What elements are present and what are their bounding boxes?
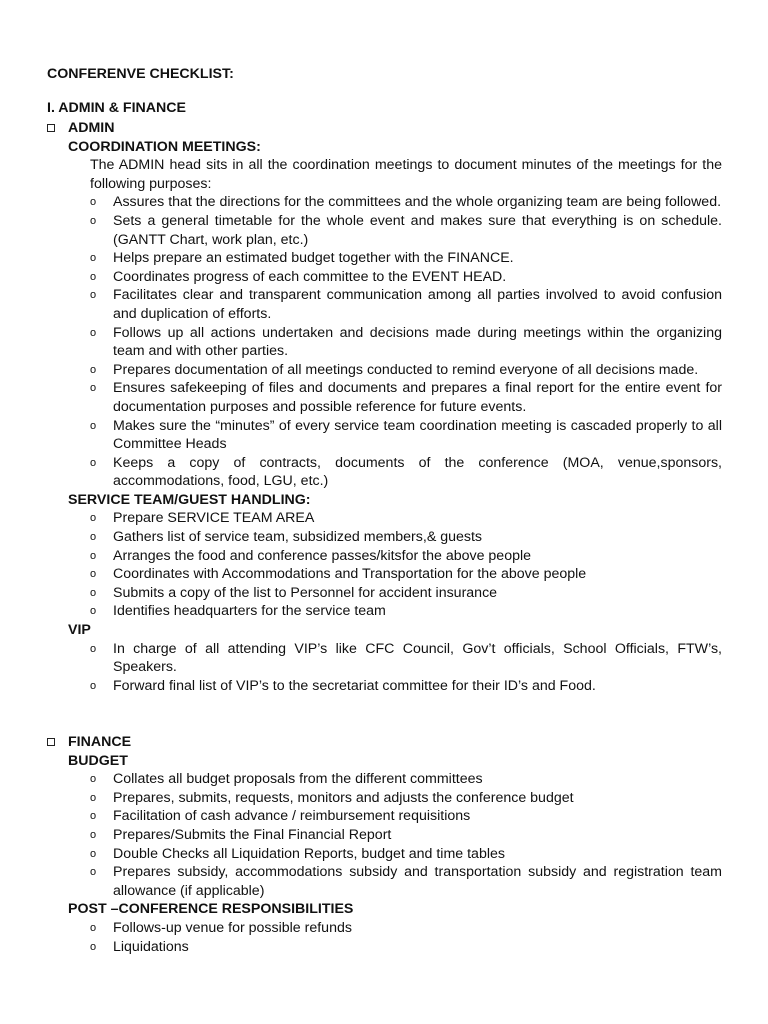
bullet-icon: o	[90, 326, 97, 339]
coordination-list	[47, 193, 722, 491]
bullet-icon: o	[90, 921, 97, 934]
list-item: o Facilitates clear and transparent communication among all parties involved to avoid confusion and duplication of efforts.	[90, 287, 722, 322]
list-item: o Assures that the directions for the committees and the whole organizing team are being followed.	[90, 194, 722, 211]
list-item: o Double Checks all Liquidation Reports, budget and time tables	[90, 845, 505, 862]
finance-section	[47, 733, 722, 956]
bullet-icon: o	[90, 828, 97, 841]
checkbox-square-icon	[47, 124, 55, 132]
bullet-icon: o	[90, 679, 97, 692]
post-conference-heading: POST –CONFERENCE RESPONSIBILITIES	[68, 901, 354, 918]
list-item: o Collates all budget proposals from the different committees	[90, 771, 483, 788]
bullet-icon: o	[90, 642, 97, 655]
bullet-icon: o	[90, 866, 97, 879]
bullet-icon: o	[90, 270, 97, 283]
bullet-icon: o	[90, 791, 97, 804]
list-item: o Facilitation of cash advance / reimbursement requisitions	[90, 808, 471, 825]
list-item: o Identifies headquarters for the service team	[90, 603, 386, 620]
vip-list	[47, 640, 722, 696]
budget-heading: BUDGET	[68, 752, 128, 769]
bullet-icon: o	[90, 214, 97, 227]
list-item: o Keeps a copy of contracts, documents of the conference (MOA, venue,sponsors, accommodations, food, LGU, etc.)	[90, 454, 722, 490]
finance-heading: FINANCE	[47, 733, 722, 752]
list-item: o Submits a copy of the list to Personnel for accident insurance	[90, 584, 498, 601]
coordination-intro: The ADMIN head sits in all the coordination meetings to document minutes of the meetings for the following purposes:	[90, 157, 722, 192]
bullet-icon: o	[90, 363, 97, 376]
bullet-icon: o	[90, 940, 97, 953]
section-title: I. ADMIN & FINANCE	[47, 100, 186, 116]
bullet-icon: o	[90, 512, 97, 525]
list-item: o Helps prepare an estimated budget together with the FINANCE.	[90, 250, 514, 267]
bullet-icon: o	[90, 847, 97, 860]
list-item: o Coordinates progress of each committee to the EVENT HEAD.	[90, 268, 507, 285]
bullet-icon: o	[90, 605, 97, 618]
list-item: o Prepares documentation of all meetings conducted to remind everyone of all decisions made.	[90, 361, 699, 378]
bullet-icon: o	[90, 252, 97, 265]
list-item: o Forward final list of VIP’s to the secretariat committee for their ID’s and Food.	[90, 677, 596, 694]
list-item: o Coordinates with Accommodations and Transportation for the above people	[90, 566, 587, 583]
bullet-icon: o	[90, 586, 97, 599]
list-item: o Prepares/Submits the Final Financial Report	[90, 826, 392, 843]
budget-list	[47, 770, 722, 900]
bullet-icon: o	[90, 531, 97, 544]
service-team-list	[47, 509, 722, 621]
list-item: o Ensures safekeeping of files and documents and prepares a final report for the entire event for documentation purposes and possible reference for future events.	[90, 380, 722, 415]
list-item: o Sets a general timetable for the whole event and makes sure that everything is on schedule. (GANTT Chart, work plan, etc.)	[90, 212, 722, 248]
bullet-icon: o	[90, 773, 97, 786]
admin-heading: ADMIN	[47, 119, 722, 138]
list-item: o Gathers list of service team, subsidized members,& guests	[90, 529, 483, 546]
bullet-icon: o	[90, 456, 97, 469]
list-item: o Follows up all actions undertaken and decisions made during meetings within the organizing team and with other parties.	[90, 324, 722, 360]
list-item: o Liquidations	[90, 938, 189, 955]
list-item: o Arranges the food and conference passes/kitsfor the above people	[90, 547, 532, 564]
document-title: CONFERENVE CHECKLIST:	[47, 66, 234, 82]
bullet-icon: o	[90, 196, 97, 209]
checkbox-square-icon	[47, 738, 55, 746]
bullet-icon: o	[90, 289, 97, 302]
list-item: o Follows-up venue for possible refunds	[90, 919, 352, 936]
list-item: o In charge of all attending VIP’s like CFC Council, Gov’t officials, School Officials, FTW’s, Speakers.	[90, 640, 722, 676]
vip-heading: VIP	[68, 622, 91, 639]
bullet-icon: o	[90, 382, 97, 395]
bullet-icon: o	[90, 568, 97, 581]
service-team-heading: SERVICE TEAM/GUEST HANDLING:	[68, 491, 311, 508]
admin-section	[47, 119, 722, 695]
list-item: o Prepares subsidy, accommodations subsidy and transportation subsidy and registration team allowance (if applicable)	[90, 864, 722, 899]
list-item: o Prepare SERVICE TEAM AREA	[90, 510, 315, 527]
bullet-icon: o	[90, 810, 97, 823]
list-item: o Prepares, submits, requests, monitors and adjusts the conference budget	[90, 789, 574, 806]
list-item: o Makes sure the “minutes” of every service team coordination meeting is cascaded properly to all Committee Heads	[90, 417, 722, 453]
post-conference-list	[47, 919, 722, 956]
bullet-icon: o	[90, 549, 97, 562]
bullet-icon: o	[90, 419, 97, 432]
coordination-heading: COORDINATION MEETINGS:	[68, 138, 261, 155]
